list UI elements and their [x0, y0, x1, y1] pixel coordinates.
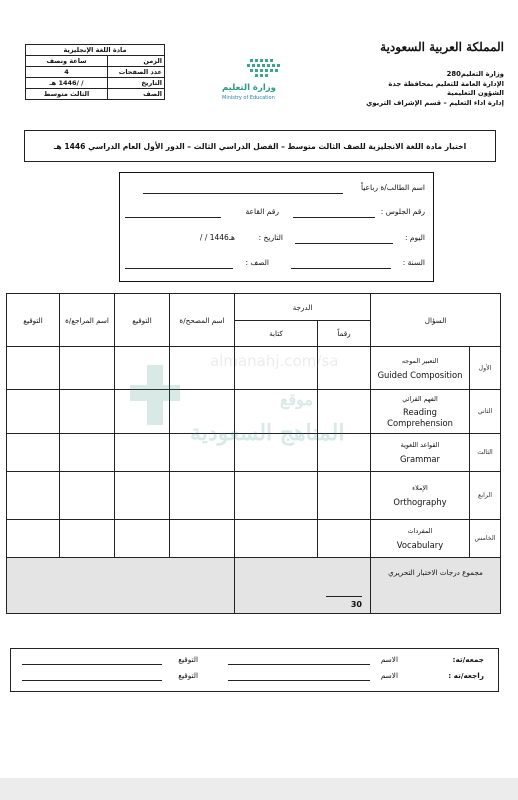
grader-header: اسم المصحح/ة: [170, 294, 235, 347]
score-header: الدرجة: [235, 294, 371, 321]
reviewed-name-label: الاسم: [380, 671, 398, 680]
reviewer-cell[interactable]: [60, 472, 115, 520]
total-row: [7, 558, 501, 614]
score-digits-cell[interactable]: [318, 472, 371, 520]
signature-cell[interactable]: [115, 434, 170, 472]
question-english: Reading Comprehension: [387, 406, 453, 428]
question-english: Grammar: [400, 454, 440, 464]
score-words-cell[interactable]: [235, 347, 318, 390]
score-digits-cell[interactable]: [318, 347, 371, 390]
subject-title: مادة اللغة الإنجليزية: [26, 45, 165, 56]
reviewer-signature-cell[interactable]: [7, 520, 60, 558]
score-digits-cell[interactable]: [318, 390, 371, 434]
score-digits-cell[interactable]: [318, 520, 371, 558]
info-value: الثالث متوسط: [26, 89, 108, 100]
hall-number-label: رقم القاعة: [245, 207, 279, 216]
reviewer-cell[interactable]: [60, 390, 115, 434]
class-field[interactable]: [125, 268, 233, 269]
reviewed-name-field[interactable]: [228, 680, 370, 681]
total-score-cell[interactable]: [235, 558, 371, 614]
question-cell: [371, 347, 470, 390]
question-english: Guided Composition: [377, 369, 463, 380]
watermark-text-1: موقع: [280, 390, 313, 409]
info-value: 4: [26, 67, 108, 78]
question-arabic: التعبير الموجه: [401, 356, 439, 365]
student-info-box: [119, 172, 434, 282]
question-arabic: الإملاء: [412, 484, 428, 492]
class-label: الصف :: [245, 258, 269, 267]
logo-english-text: Ministry of Education: [222, 95, 275, 101]
question-arabic: الفهم القرائي: [402, 394, 438, 403]
watermark-url: almanahj.com/sa: [210, 352, 339, 370]
ministry-line: الإدارة العامة للتعليم بمحافظة جدة: [388, 79, 504, 88]
question-cell: [371, 434, 470, 472]
collected-by-label: جمعه/ته:: [452, 655, 484, 664]
reviewed-signature-field[interactable]: [22, 680, 162, 681]
watermark-text-2: المناهج السعودية: [190, 420, 345, 446]
logo-arabic-text: وزارة التعليم: [222, 83, 276, 93]
exam-title: اختبار مادة اللغة الانجليزية للصف الثالث متوسط – الفصل الدراسي الثالث – الدور الأول العام الدراسي 1446 هـ: [53, 141, 467, 151]
table-row: [7, 434, 501, 472]
day-field[interactable]: [295, 243, 393, 244]
table-row: [7, 347, 501, 390]
score-digits-cell[interactable]: [318, 434, 371, 472]
score-words-cell[interactable]: [235, 434, 318, 472]
question-arabic: المفردات: [407, 527, 433, 535]
year-field[interactable]: [291, 268, 391, 269]
section-number: الثالث: [470, 434, 501, 472]
reviewer-signature-cell[interactable]: [7, 434, 60, 472]
score-words-cell[interactable]: [235, 520, 318, 558]
info-label: الصف: [108, 89, 165, 100]
grader-cell[interactable]: [170, 434, 235, 472]
bottom-strip: [0, 778, 518, 800]
reviewer-signature-cell[interactable]: [7, 390, 60, 434]
reviewed-signature-label: التوقيع: [178, 671, 198, 680]
ministry-line: إدارة اداء التعليم – قسم الإشراف التربوي: [366, 98, 504, 107]
section-number: الخامس: [470, 520, 501, 558]
question-cell: [371, 472, 470, 520]
question-english: Vocabulary: [396, 540, 444, 550]
reviewer-header: اسم المراجع/ة: [60, 294, 115, 347]
info-value: ساعة ونصف: [26, 56, 108, 67]
signature-header: التوقيع: [115, 294, 170, 347]
student-name-field[interactable]: [143, 193, 343, 194]
signature-cell[interactable]: [115, 347, 170, 390]
grader-cell[interactable]: [170, 520, 235, 558]
ministry-lines: [334, 70, 504, 108]
total-label: مجموع درجات الاختبار التحريري: [371, 558, 501, 614]
grader-cell[interactable]: [170, 390, 235, 434]
date-label: التاريخ :: [258, 233, 283, 242]
signature-cell[interactable]: [115, 390, 170, 434]
table-row: [7, 472, 501, 520]
total-score: 30: [326, 596, 362, 609]
kingdom-title: المملكة العربية السعودية: [380, 40, 504, 54]
question-arabic: القواعد اللغوية: [400, 441, 440, 449]
table-row: [7, 390, 501, 434]
score-digits-header: رقماً: [318, 321, 371, 347]
collected-signature-field[interactable]: [22, 664, 162, 665]
date-value: / / 1446هـ: [199, 233, 235, 242]
score-words-cell[interactable]: [235, 472, 318, 520]
collected-signature-label: التوقيع: [178, 655, 198, 664]
table-row: [7, 520, 501, 558]
student-name-label: اسم الطالب/ة رباعياً: [360, 183, 425, 192]
signature-cell[interactable]: [115, 472, 170, 520]
day-label: اليوم :: [404, 233, 425, 242]
reviewer-signature-header: التوقيع: [7, 294, 60, 347]
info-label: عدد الصفحات: [108, 67, 165, 78]
info-label: التاريخ: [108, 78, 165, 89]
info-label: الزمن: [108, 56, 165, 67]
reviewer-cell[interactable]: [60, 347, 115, 390]
signature-cell[interactable]: [115, 520, 170, 558]
score-words-cell[interactable]: [235, 390, 318, 434]
hall-number-field[interactable]: [125, 217, 221, 218]
exam-info-table: [25, 44, 165, 100]
collected-name-field[interactable]: [228, 664, 370, 665]
question-cell: [371, 390, 470, 434]
reviewer-cell[interactable]: [60, 520, 115, 558]
reviewer-cell[interactable]: [60, 434, 115, 472]
exam-title-box: [24, 130, 496, 162]
question-header: السؤال: [371, 294, 501, 347]
year-label: السنة :: [402, 258, 425, 267]
total-blank-cell: [7, 558, 235, 614]
grading-table: [6, 293, 501, 614]
score-words-header: كتابة: [235, 321, 318, 347]
seat-number-label: رقم الجلوس :: [380, 207, 425, 216]
ministry-line: الشؤون التعليمية: [447, 89, 504, 97]
grader-cell[interactable]: [170, 472, 235, 520]
reviewed-by-label: راجعه/ته :: [448, 671, 484, 680]
section-number: الأول: [470, 347, 501, 390]
section-number: الرابع: [470, 472, 501, 520]
info-value: / /1446 هـ: [26, 78, 108, 89]
question-english: Orthography: [393, 497, 447, 507]
grader-cell[interactable]: [170, 347, 235, 390]
reviewer-signature-cell[interactable]: [7, 347, 60, 390]
ministry-line: وزارة التعليم280: [446, 70, 504, 78]
reviewer-signature-cell[interactable]: [7, 472, 60, 520]
question-cell: [371, 520, 470, 558]
signature-box: [10, 648, 499, 692]
seat-number-field[interactable]: [293, 217, 375, 218]
collected-name-label: الاسم: [380, 655, 398, 664]
section-number: الثاني: [470, 390, 501, 434]
